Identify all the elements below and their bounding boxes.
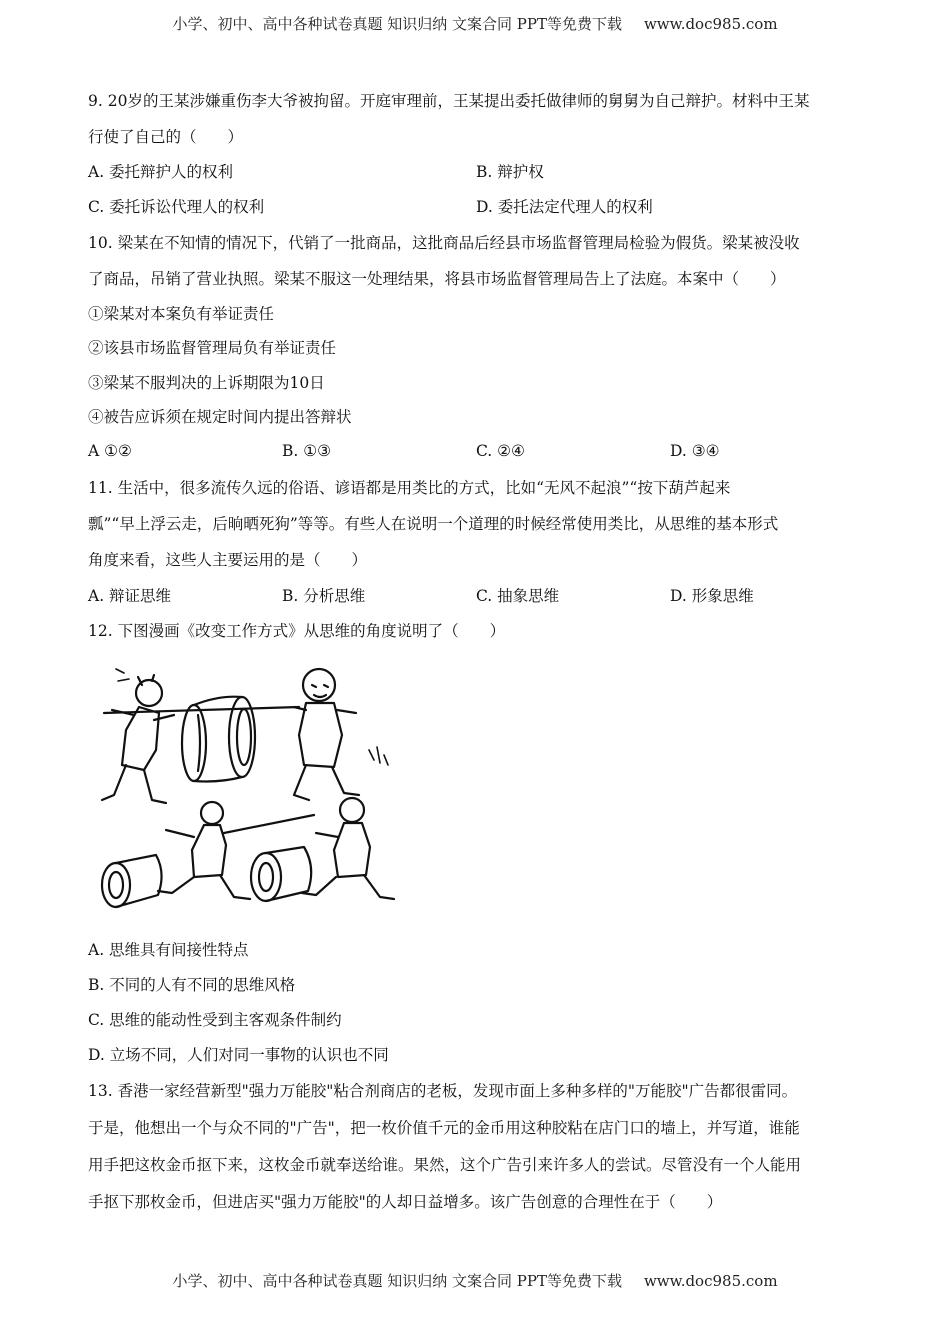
question-12-option-a: A. 思维具有间接性特点 bbox=[88, 941, 249, 959]
question-10-item-3: ③梁某不服判决的上诉期限为10日 bbox=[88, 374, 325, 392]
page-header bbox=[0, 13, 950, 34]
question-10-item-4: ④被告应诉须在规定时间内提出答辩状 bbox=[88, 408, 352, 426]
header-site-link[interactable]: www.doc985.com bbox=[643, 15, 778, 33]
question-12-option-c: C. 思维的能动性受到主客观条件制约 bbox=[88, 1011, 342, 1029]
page-footer bbox=[0, 1270, 950, 1291]
question-13-stem-line2: 于是，他想出一个与众不同的"广告"，把一枚价值千元的金币用这种胶粘在店门口的墙上，并写道，谁能 bbox=[88, 1119, 800, 1137]
cartoon-changing-work-method bbox=[94, 655, 399, 920]
question-10-item-2: ②该县市场监督管理局负有举证责任 bbox=[88, 339, 337, 357]
question-11-option-b: B. 分析思维 bbox=[282, 587, 366, 605]
question-9-option-d: D. 委托法定代理人的权利 bbox=[476, 198, 653, 216]
question-10-option-c: C. ②④ bbox=[476, 442, 525, 460]
question-10-option-a: A ①② bbox=[88, 442, 132, 460]
question-9-option-a: A. 委托辩护人的权利 bbox=[88, 163, 234, 181]
header-text: 小学、初中、高中各种试卷真题 知识归纳 文案合同 PPT等免费下载 bbox=[172, 15, 622, 33]
question-12-stem: 12. 下图漫画《改变工作方式》从思维的角度说明了（ ） bbox=[88, 622, 506, 640]
footer-site-link[interactable]: www.doc985.com bbox=[643, 1272, 778, 1290]
question-9-stem-line1: 9. 20岁的王某涉嫌重伤李大爷被拘留。开庭审理前，王某提出委托做律师的舅舅为自己辩护。材料中王某 bbox=[88, 92, 810, 110]
question-10-stem-line2: 了商品，吊销了营业执照。梁某不服这一处理结果，将县市场监督管理局告上了法庭。本案中（ ） bbox=[88, 270, 786, 288]
question-13-stem-line3: 用手把这枚金币抠下来，这枚金币就奉送给谁。果然，这个广告引来许多人的尝试。尽管没有一个人能用 bbox=[88, 1156, 802, 1174]
question-12-option-d: D. 立场不同，人们对同一事物的认识也不同 bbox=[88, 1046, 389, 1064]
question-11-option-a: A. 辩证思维 bbox=[88, 587, 172, 605]
question-13-stem-line4: 手抠下那枚金币，但进店买"强力万能胶"的人却日益增多。该广告创意的合理性在于（ ） bbox=[88, 1193, 723, 1211]
question-11-option-c: C. 抽象思维 bbox=[476, 587, 560, 605]
question-11-option-d: D. 形象思维 bbox=[670, 587, 754, 605]
question-13-stem-line1: 13. 香港一家经营新型"强力万能胶"粘合剂商店的老板，发现市面上多种多样的"万能胶"广告都很雷同。 bbox=[88, 1082, 798, 1100]
question-12-option-b: B. 不同的人有不同的思维风格 bbox=[88, 976, 296, 994]
cartoon-bottom-pushers bbox=[102, 798, 394, 907]
question-11-stem-line2: 瓢”“早上浮云走，后晌晒死狗”等等。有些人在说明一个道理的时候经常使用类比，从思维的基本形式 bbox=[88, 515, 779, 533]
question-9-option-b: B. 辩护权 bbox=[476, 163, 544, 181]
footer-text: 小学、初中、高中各种试卷真题 知识归纳 文案合同 PPT等免费下载 bbox=[172, 1272, 622, 1290]
question-10-item-1: ①梁某对本案负有举证责任 bbox=[88, 305, 275, 323]
question-10-option-d: D. ③④ bbox=[670, 442, 720, 460]
question-11-stem-line3: 角度来看，这些人主要运用的是（ ） bbox=[88, 551, 368, 569]
question-10-stem-line1: 10. 梁某在不知情的情况下，代销了一批商品，这批商品后经县市场监督管理局检验为假货。梁某被没收 bbox=[88, 234, 800, 252]
cartoon-top-carriers bbox=[102, 669, 388, 803]
question-9-option-c: C. 委托诉讼代理人的权利 bbox=[88, 198, 265, 216]
question-11-stem-line1: 11. 生活中，很多流传久远的俗语、谚语都是用类比的方式，比如“无风不起浪”“按下葫芦起来 bbox=[88, 479, 731, 497]
question-9-stem-line2: 行使了自己的（ ） bbox=[88, 128, 244, 146]
question-10-option-b: B. ①③ bbox=[282, 442, 332, 460]
